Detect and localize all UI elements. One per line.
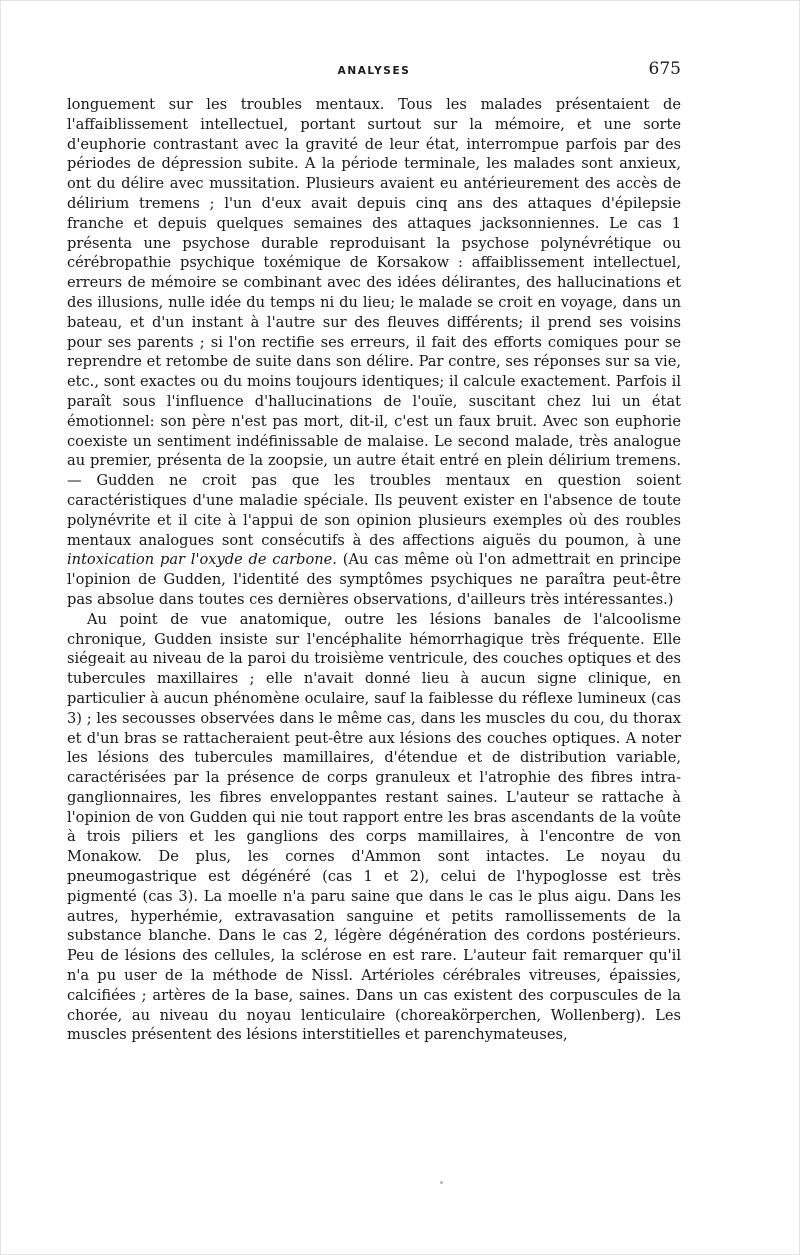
paper-speck bbox=[440, 1181, 443, 1184]
page-number: 675 bbox=[648, 59, 681, 79]
running-header bbox=[67, 59, 681, 83]
italic-phrase: intoxication par l'oxyde de carbone. bbox=[67, 551, 337, 569]
running-title: ANALYSES bbox=[337, 65, 411, 77]
paragraph-anatomy: Au point de vue anatomique, outre les lésions banales de l'alcoolisme chronique, Gudden insiste sur l'encéphalite hémorrhagique très fréquente. Elle siégeait au niveau de la paroi du troisième ventricule, des couches optiques et des tubercules maxillaires ; elle n'avait donné lieu à aucun signe clinique, en particulier à aucun phénomène oculaire, sauf la faiblesse du réflexe lumineux (cas 3) ; les secousses observées dans le même cas, dans les muscles du cou, du thorax et d'un bras se rattacheraient peut-être aux lésions des couches optiques. A noter les lésions des tubercules mamillaires, d'étendue et de distribution variable, caractérisées par la présence de corps granuleux et l'atrophie des fibres intra-ganglionnaires, les fibres enveloppantes restant saines. L'auteur se rattache à l'opinion de von Gudden qui nie tout rapport entre les bras ascendants de la voûte à trois piliers et les ganglions des corps mamillaires, à l'encontre de von Monakow. De plus, les cornes d'Ammon sont intactes. Le noyau du pneumogastrique est dégénéré (cas 1 et 2), celui de l'hypoglosse est très pigmenté (cas 3). La moelle n'a paru saine que dans le cas le plus aigu. Dans les autres, hyperhémie, extravasation sanguine et petits ramollissements de la substance blanche. Dans le cas 2, légère dégénération des cordons postérieurs. Peu de lésions des cellules, la sclérose en est rare. L'auteur fait remarquer qu'il n'a pu user de la méthode de Nissl. Artérioles cérébrales vitreuses, épaissies, calcifiées ; artères de la base, saines. Dans un cas existent des corpuscules de la chorée, au niveau du noyau lenticulaire (choreakörperchen, Wollenberg). Les muscles présentent des lésions interstitielles et parenchymateuses, bbox=[67, 610, 681, 1044]
paragraph1-text-end: (Au cas même où l'on admettrait en principe l'opinion de Gudden, l'identité des symptômes psychiques ne paraîtra peut-être pas absolue dans toutes ces dernières observations, d'ailleurs très intéressantes.) bbox=[67, 551, 681, 608]
body-text bbox=[67, 95, 681, 1045]
paragraph1-text-start: longuement sur les troubles mentaux. Tous les malades présentaient de l'affaiblissement intellectuel, portant surtout sur la mémoire, et une sorte d'euphorie contrastant avec la gravité de leur état, interrompue parfois par des périodes de dépression subite. A la période terminale, les malades sont anxieux, ont du délire avec mussitation. Plusieurs avaient eu antérieurement des accès de délirium tremens ; l'un d'eux avait depuis cinq ans des attaques d'épilepsie franche et depuis quelques semaines des attaques jacksonniennes. Le cas 1 présenta une psychose durable reproduisant la psychose polynévrétique ou cérébropathie psychique toxémique de Korsakow : affaiblissement intellectuel, erreurs de mémoire se combinant avec des idées délirantes, des hallucinations et des illusions, nulle idée du temps ni du lieu; le malade se croit en voyage, dans un bateau, et d'un instant à l'autre sur des fleuves différents; il prend ses voisins pour ses parents ; si l'on rectifie ses erreurs, il fait des efforts comiques pour se reprendre et retombe de suite dans son délire. Par contre, ses réponses sur sa vie, etc., sont exactes ou du moins toujours identiques; il calcule exactement. Parfois il paraît sous l'influence d'hallucinations de l'ouïe, suscitant chez lui un état émotionnel: son père n'est pas mort, dit-il, c'est un faux bruit. Avec son euphorie coexiste un sentiment indéfinissable de malaise. Le second malade, très analogue au premier, présenta de la zoopsie, un autre était entré en plein délirium tremens. — Gudden ne croit pas que les troubles mentaux en question soient caractéristiques d'une maladie spéciale. Ils peuvent exister en l'absence de toute polynévrite et il cite à l'appui de son opinion plusieurs exemples où des roubles mentaux analogues sont consécutifs à des affections aiguës du poumon, à une bbox=[67, 96, 681, 549]
paragraph-continued bbox=[67, 95, 681, 610]
